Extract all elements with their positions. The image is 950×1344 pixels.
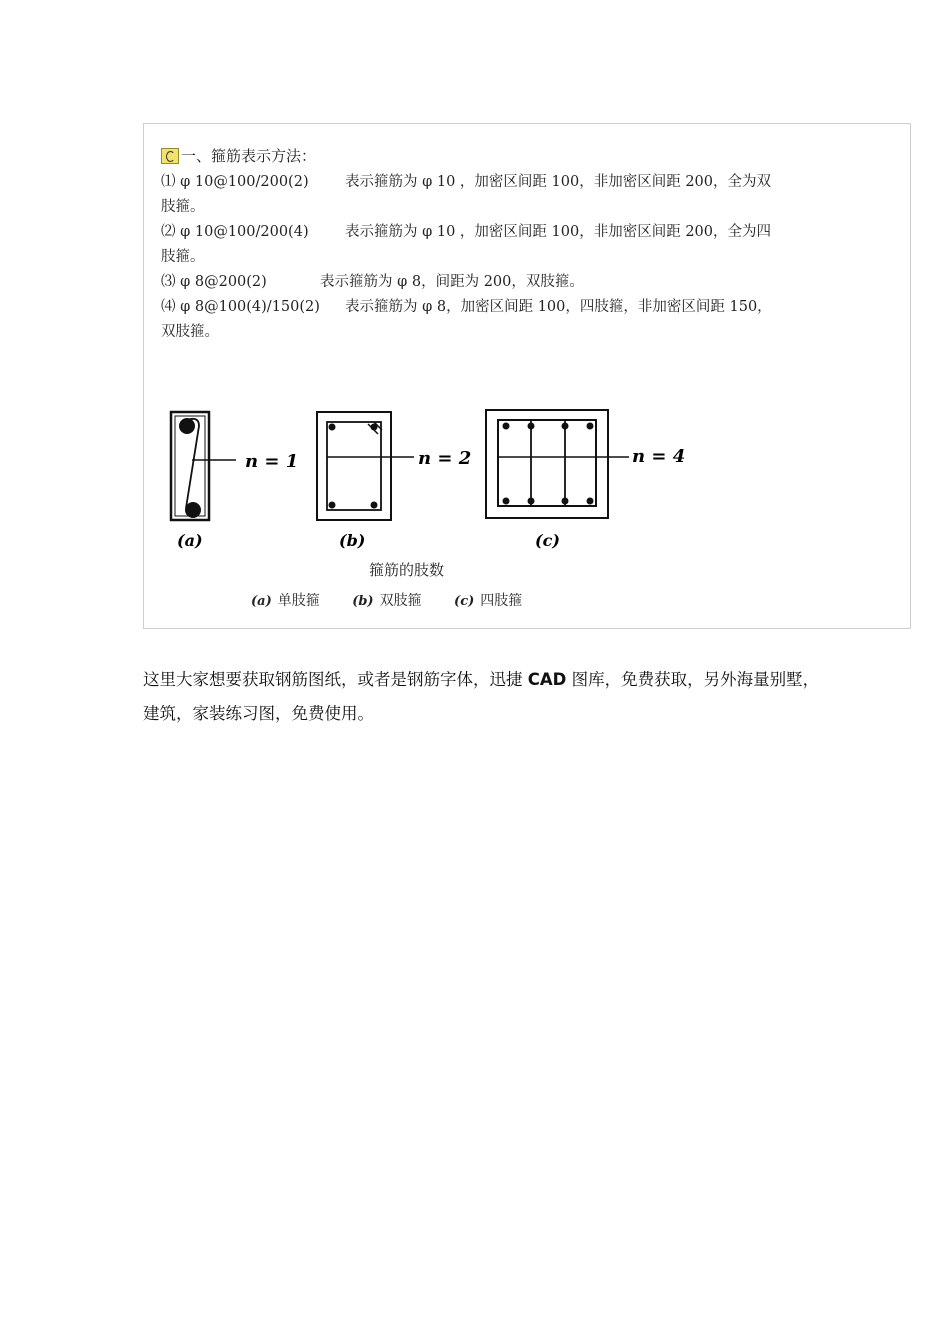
notation-line-1	[161, 172, 309, 192]
notation-cont: 肢箍。	[161, 199, 205, 215]
figure-caption: 箍筋的肢数	[369, 561, 445, 579]
diagram-b	[317, 412, 471, 550]
notation-cont: 肢箍。	[161, 249, 205, 265]
notation-line-3	[161, 272, 267, 292]
sub-caption-b: (b) 双肢箍	[352, 593, 422, 609]
label-b: (b)	[339, 531, 366, 550]
body-paragraph	[143, 663, 823, 731]
sub-caption-c: (c) 四肢箍	[454, 593, 523, 609]
notation-code: ⑵ φ 10@100/200(4)	[161, 224, 309, 240]
diagram-c	[486, 410, 685, 550]
notation-desc: 表示箍筋为 φ 8，加密区间距 100，四肢箍，非加密区间距 150，	[345, 299, 772, 315]
notation-line-4	[161, 297, 320, 317]
paragraph-part2: 图库，免费获取，另外海量别墅，建筑，家装练习图，免费使用。	[143, 670, 820, 723]
label-c: (c)	[535, 531, 560, 550]
paragraph-bold: CAD	[527, 670, 567, 689]
sub-caption-a: (a) 单肢箍	[251, 593, 320, 609]
notation-desc: 表示箍筋为 φ 10 ，加密区间距 100，非加密区间距 200，全为双	[345, 174, 771, 190]
paragraph-part1: 这里大家想要获取钢筋图纸，或者是钢筋字体，迅捷	[143, 670, 528, 689]
diagram-a	[171, 412, 298, 550]
heading-text: 一、箍筋表示方法：	[181, 147, 317, 165]
notation-code: ⑷ φ 8@100(4)/150(2)	[161, 299, 320, 315]
notation-code: ⑶ φ 8@200(2)	[161, 274, 267, 290]
notation-desc: 表示箍筋为 φ 8，间距为 200，双肢箍。	[320, 274, 584, 290]
notation-desc: 表示箍筋为 φ 10 ，加密区间距 100，非加密区间距 200，全为四	[345, 224, 771, 240]
label-a: (a)	[177, 531, 203, 550]
figure-box	[143, 123, 911, 629]
figure-heading	[161, 146, 316, 166]
sub-captions	[251, 590, 550, 610]
note-icon	[161, 148, 179, 164]
label-n4: n = 4	[632, 446, 686, 467]
label-n1: n = 1	[245, 451, 299, 472]
label-n2: n = 2	[418, 448, 472, 469]
notation-code: ⑴ φ 10@100/200(2)	[161, 174, 309, 190]
notation-line-2	[161, 222, 309, 242]
notation-cont: 双肢箍。	[161, 324, 219, 340]
